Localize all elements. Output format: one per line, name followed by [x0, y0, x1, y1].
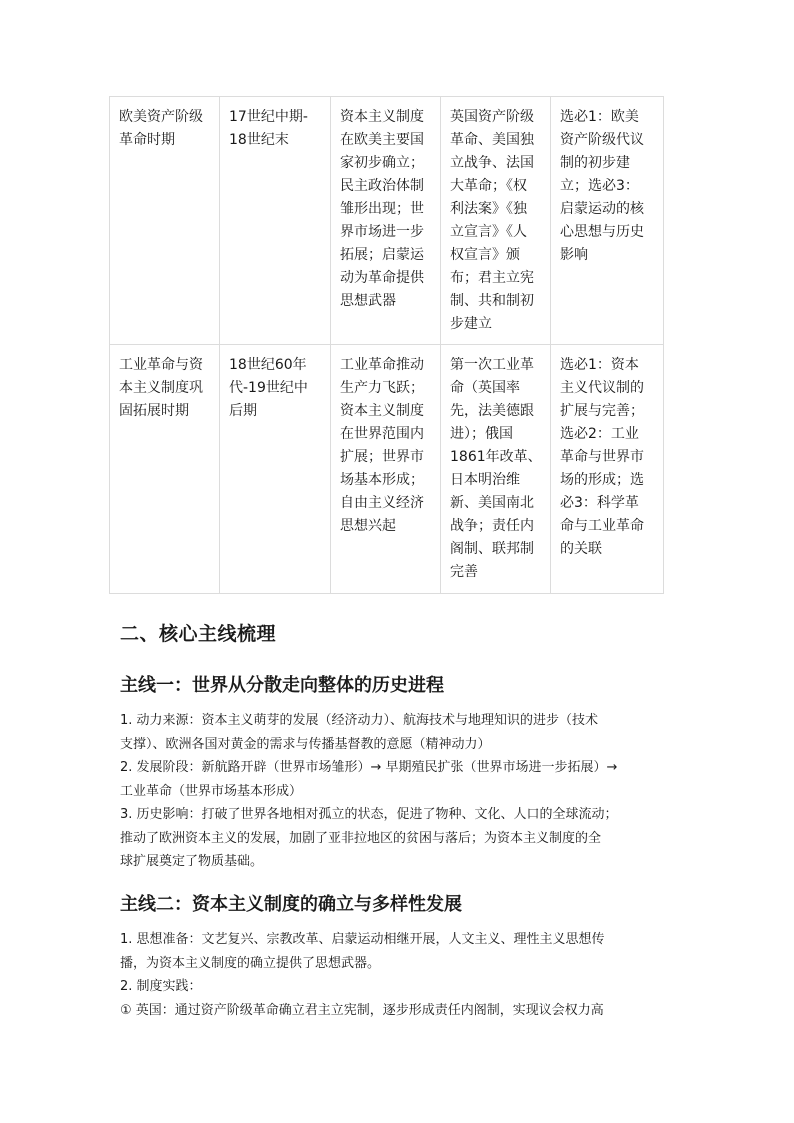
table-cell-events: [441, 97, 551, 345]
table-cell-time: [220, 97, 331, 345]
main-line-2-title: 主线二：资本主义制度的确立与多样性发展: [120, 894, 462, 915]
cell-text: 选必1：资本 主义代议制的 扩展与完善； 选必2：工业 革命与世界市 场的形成；选 必3：科学革 命与工业革命 的关联: [560, 357, 644, 557]
table-cell-time: [220, 345, 331, 594]
section-heading: 二、核心主线梳理: [120, 623, 277, 645]
table-cell-features: [331, 345, 441, 594]
cell-text: 欧美资产阶级 革命时期: [119, 109, 203, 148]
table-cell-period: [110, 345, 220, 594]
main-line-2-text: 1. 思想准备：文艺复兴、宗教改革、启蒙运动相继开展，人文主义、理性主义思想传 播，为资本主义制度的确立提供了思想武器。 2. 制度实践： ① 英国：通过资产阶级革命确立君主立宪制，逐步形成责任内阁制，实现议会权力高: [120, 932, 605, 1018]
table-cell-period: [110, 97, 220, 345]
cell-text: 17世纪中期- 18世纪末: [229, 109, 308, 148]
table-cell-links: [551, 345, 664, 594]
cell-text: 工业革命与资 本主义制度巩 固拓展时期: [119, 357, 203, 419]
cell-text: 英国资产阶级 革命、美国独 立战争、法国 大革命；《权 利法案》《独 立宣言》《人 权宣言》颁 布；君主立宪 制、共和制初 步建立: [450, 109, 534, 332]
cell-text: 18世纪60年 代-19世纪中 后期: [229, 357, 308, 419]
table-cell-events: [441, 345, 551, 594]
history-summary-table: [109, 96, 664, 594]
table-row: [110, 97, 664, 345]
main-line-1-title: 主线一：世界从分散走向整体的历史进程: [120, 675, 444, 696]
main-line-1-text: 1. 动力来源：资本主义萌芽的发展（经济动力）、航海技术与地理知识的进步（技术 支撑）、欧洲各国对黄金的需求与传播基督教的意愿（精神动力） 2. 发展阶段：新航路开辟（世界市场雏形）→ 早期殖民扩张（世界市场进一步拓展）→ 工业革命（世界市场基本形成） 3. 历史影响：打破了世界各地相对孤立的状态，促进了物种、文化、人口的全球流动； 推动了欧洲资本主义的发展，加剧了亚非拉地区的贫困与落后；为资本主义制度的全 球扩展奠定了物质基础。: [120, 713, 618, 869]
cell-text: 选必1：欧美 资产阶级代议 制的初步建 立；选必3： 启蒙运动的核 心思想与历史 影响: [560, 109, 644, 263]
table-cell-features: [331, 97, 441, 345]
cell-text: 资本主义制度 在欧美主要国 家初步确立； 民主政治体制 雏形出现；世 界市场进一步 拓展；启蒙运 动为革命提供 思想武器: [340, 109, 424, 309]
table-cell-links: [551, 97, 664, 345]
table-row: [110, 345, 664, 594]
cell-text: 工业革命推动 生产力飞跃； 资本主义制度 在世界范围内 扩展；世界市 场基本形成； 自由主义经济 思想兴起: [340, 357, 424, 534]
cell-text: 第一次工业革 命（英国率 先，法美德跟 进）；俄国 1861年改革、 日本明治维 新、美国南北 战争；责任内 阁制、联邦制 完善: [450, 357, 542, 580]
